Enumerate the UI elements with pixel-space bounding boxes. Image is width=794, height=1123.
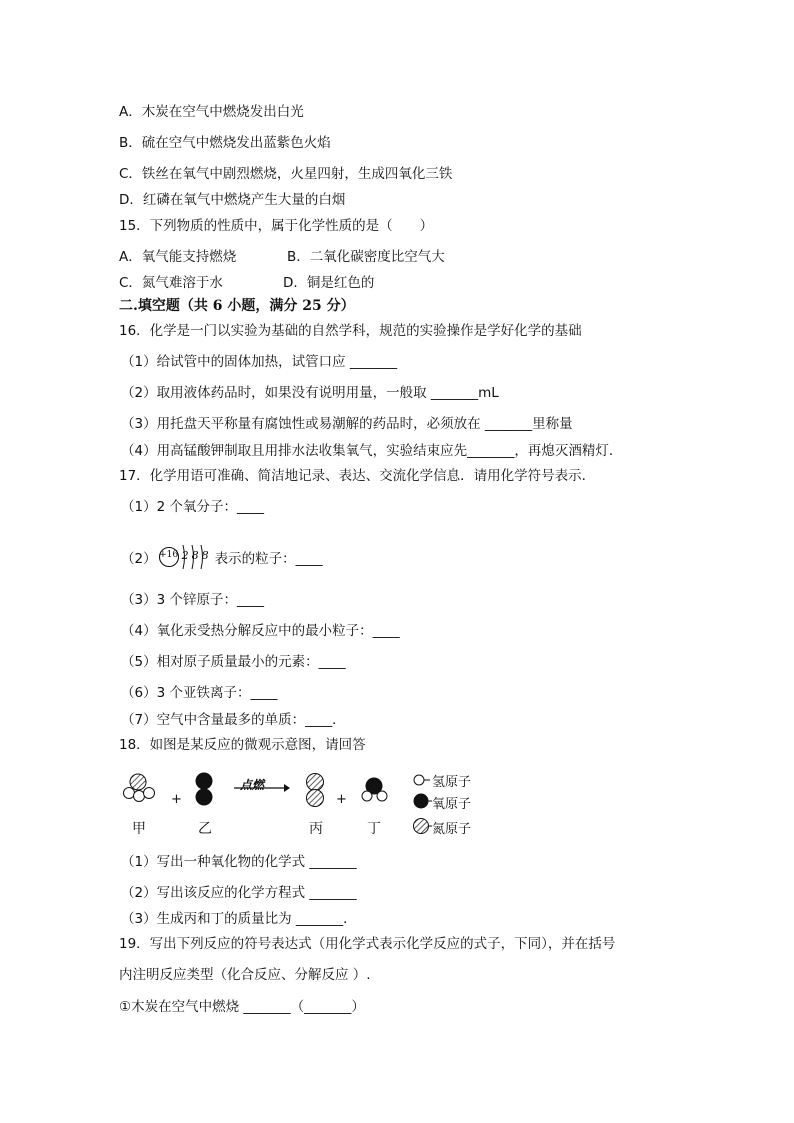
- option-d: D．红磷在氧气中燃烧产生大量的白烟: [119, 192, 346, 208]
- question-17-part-4: （4）氧化汞受热分解反应中的最小粒子：____: [121, 623, 400, 639]
- legend-oxygen-label: 氧原子: [432, 797, 472, 812]
- legend-oxygen-symbol: [414, 794, 429, 809]
- question-17-part-7: （7）空气中含量最多的单质：____．: [121, 712, 346, 728]
- question-17-part-2-prefix: （2）: [121, 551, 157, 567]
- legend-nitrogen-symbol: [414, 819, 429, 834]
- question-17-part-3: （3）3 个锌原子：____: [121, 592, 264, 608]
- atomic-structure-diagram: [157, 539, 213, 575]
- molecule-jia: [124, 774, 155, 802]
- legend-hydrogen-symbol: [414, 775, 424, 785]
- question-16-part-3: （3）用托盘天平称量有腐蚀性或易潮解的药品时，必须放在 _______里称量: [121, 416, 573, 432]
- electron-shells: 288: [181, 549, 212, 562]
- label-ding: 丁: [367, 821, 381, 837]
- question-18-part-2: （2）写出该反应的化学方程式 _______: [121, 885, 357, 901]
- question-16-part-4: （4）用高锰酸钾制取且用排水法收集氧气，实验结束应先_______，再熄灭酒精灯．: [121, 443, 623, 459]
- question-16-part-1: （1）给试管中的固体加热，试管口应 _______: [121, 354, 398, 370]
- molecule-bing: [307, 774, 324, 807]
- option-a: A．木炭在空气中燃烧发出白光: [119, 104, 304, 120]
- label-yi: 乙: [198, 821, 212, 837]
- label-bing: 丙: [309, 821, 323, 837]
- question-15-option-b: B．二氧化碳密度比空气大: [287, 249, 445, 265]
- molecule-ding: [362, 778, 387, 802]
- question-16-stem: 16．化学是一门以实验为基础的自然学科，规范的实验操作是学好化学的基础: [119, 323, 582, 339]
- question-17-part-1: （1）2 个氧分子：____: [121, 499, 264, 515]
- question-19-stem-line-1: 19．写出下列反应的符号表达式（用化学式表示化学反应的式子，下同），并在括号: [119, 936, 616, 952]
- question-19-stem-line-2: 内注明反应类型（化合反应、分解反应 ）.: [119, 967, 371, 983]
- question-17-part-2-suffix: 表示的粒子：____: [214, 551, 323, 567]
- question-17-part-5: （5）相对原子质量最小的元素：____: [121, 654, 346, 670]
- label-jia: 甲: [132, 821, 146, 837]
- question-15-option-a: A．氧气能支持燃烧: [119, 249, 237, 265]
- question-15-option-c: C．氮气难溶于水: [119, 275, 223, 291]
- plus-sign-1: +: [171, 792, 182, 807]
- question-18-stem: 18．如图是某反应的微观示意图，请回答: [119, 737, 366, 753]
- option-c: C．铁丝在氧气中剧烈燃烧，火星四射，生成四氧化三铁: [119, 166, 453, 182]
- question-17-stem: 17．化学用语可准确、简洁地记录、表达、交流化学信息．请用化学符号表示．: [119, 468, 596, 484]
- question-16-part-2: （2）取用液体药品时，如果没有说明用量，一般取 _______mL: [121, 385, 499, 401]
- section-heading: 二.填空题（共 6 小题，满分 25 分）: [119, 298, 355, 314]
- question-15-stem: 15．下列物质的性质中，属于化学性质的是（ ）: [119, 218, 434, 234]
- plus-sign-2: +: [336, 792, 347, 807]
- question-19-part-1: ①木炭在空气中燃烧 _______（_______）: [119, 999, 365, 1015]
- legend-nitrogen-label: 氮原子: [432, 822, 472, 837]
- legend-hydrogen-label: 氢原子: [432, 775, 472, 790]
- question-15-option-d: D．铜是红色的: [283, 275, 375, 291]
- question-18-part-1: （1）写出一种氧化物的化学式 _______: [121, 854, 357, 870]
- question-17-part-2: [121, 539, 323, 575]
- molecule-yi: [196, 773, 213, 806]
- option-b: B．硫在空气中燃烧发出蓝紫色火焰: [119, 135, 331, 151]
- reaction-condition: 点燃: [240, 778, 265, 792]
- question-17-part-6: （6）3 个亚铁离子：____: [121, 685, 278, 701]
- nucleus-charge: +16: [159, 550, 179, 560]
- question-18-part-3: （3）生成丙和丁的质量比为 _______．: [121, 911, 357, 927]
